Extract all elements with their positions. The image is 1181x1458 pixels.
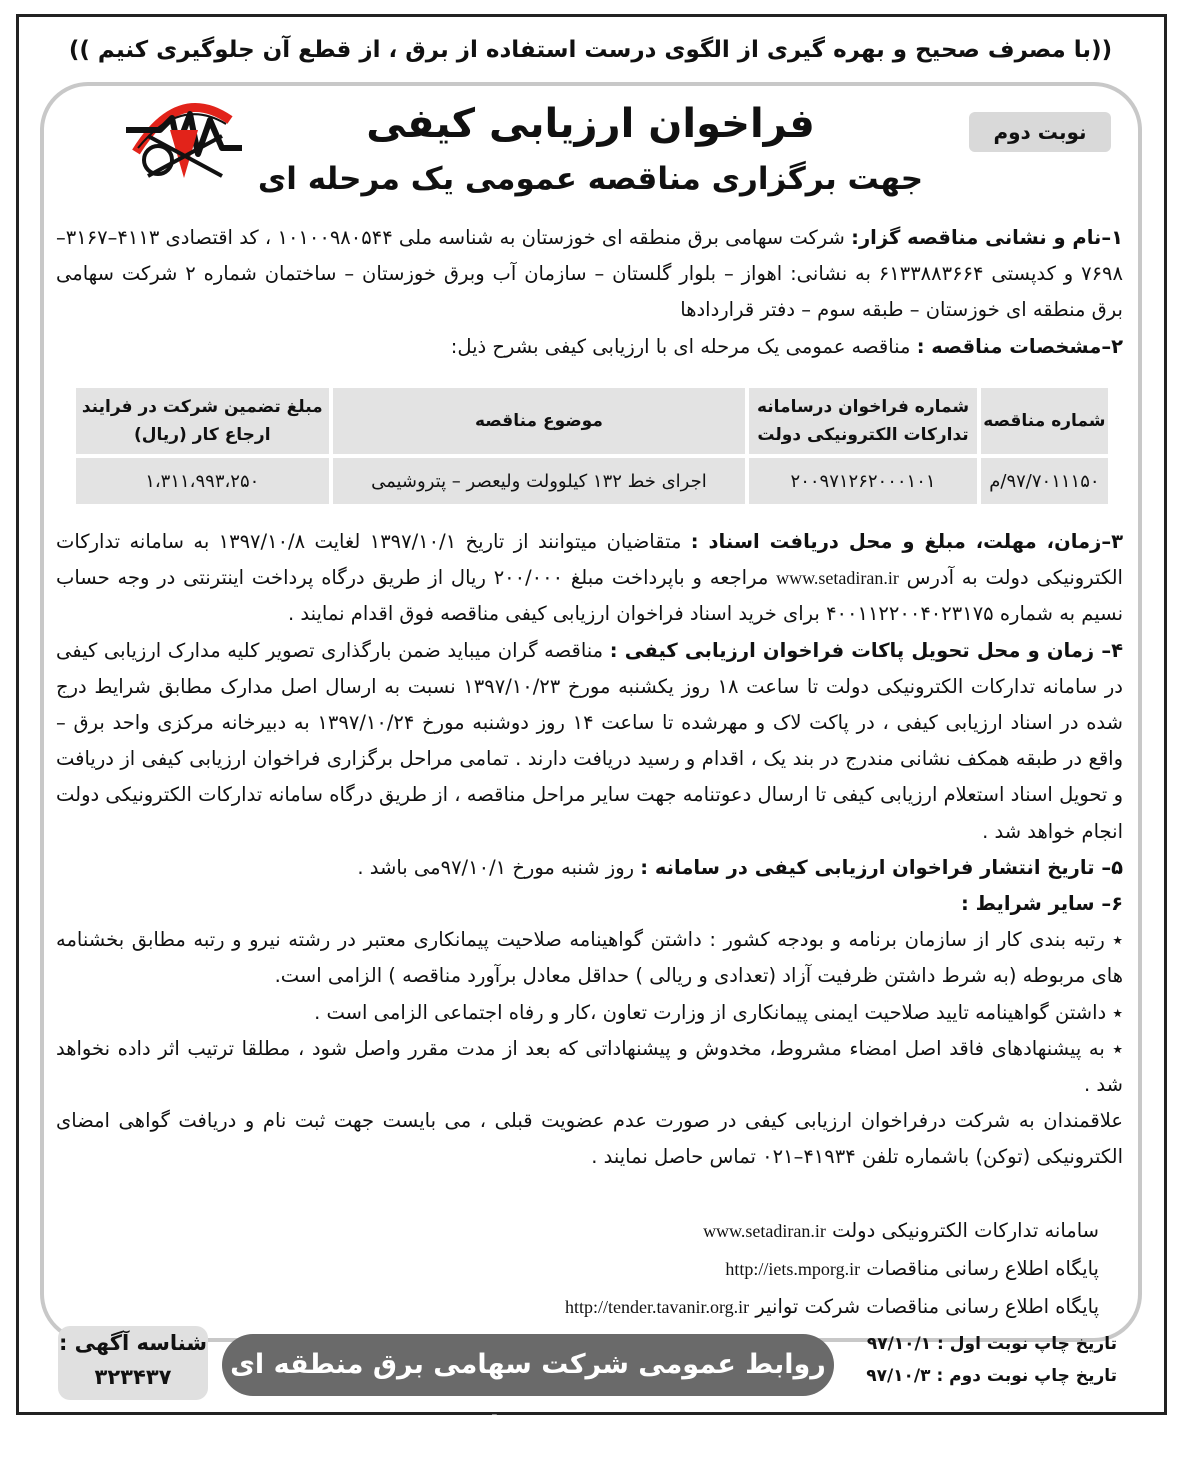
body-main: [56, 524, 1123, 1176]
link-url[interactable]: http://tender.tavanir.org.ir: [565, 1297, 750, 1317]
print-dates: [866, 1328, 1117, 1392]
section-3-heading: ۳–زمان، مهلت، مبلغ و محل دریافت اسناد :: [690, 530, 1124, 553]
section-5-heading: ۵– تاریخ انتشار فراخوان ارزیابی کیفی در سامانه :: [640, 855, 1123, 879]
registration-note: علاقمندان به شرکت درفراخوان ارزیابی کیفی در صورت عدم عضویت قبلی ، می بایست جهت ثبت نام و دریافت گواهی امضای الکترونیکی (توکن) باشماره تلفن ۴۱۹۳۴–۰۲۱ تماس حاصل نمایند .: [56, 1109, 1123, 1169]
condition-item: ٭ رتبه بندی کار از سازمان برنامه و بودجه کشور : داشتن گواهینامه صلاحیت پیمانکاری معتبر در رشته نیرو و رتبه مطابق بخشنامه های مربوطه (به شرط داشتن ظرفیت آزاد (تعدادی و ریالی ) حداقل معادل برآورد مناقصه ) الزامی است.: [56, 928, 1123, 988]
table-cell: ۱،۳۱۱،۹۹۳،۲۵۰: [76, 458, 329, 504]
section-1: [56, 220, 1123, 329]
setadiran-link[interactable]: www.setadiran.ir: [776, 568, 899, 589]
section-2-text: مناقصه عمومی یک مرحله ای با ارزیابی کیفی بشرح ذیل:: [450, 334, 917, 358]
ad-id-label: شناسه آگهی :: [58, 1331, 208, 1355]
table-header-row: [76, 388, 1108, 454]
condition-item: ٭ داشتن گواهینامه تایید صلاحیت ایمنی پیمانکاری از وزارت تعاون ،کار و رفاه اجتماعی الزامی است .: [314, 1000, 1123, 1024]
tavanir-logo-icon: [118, 90, 248, 185]
print-date-second: تاریخ چاپ نوبت دوم : ۹۷/۱۰/۳: [866, 1366, 1117, 1386]
section-4-heading: ۴– زمان و محل تحویل پاکات فراخوان ارزیابی کیفی :: [609, 638, 1123, 662]
section-6: [56, 886, 1123, 922]
tender-table: [72, 384, 1112, 508]
bullet-icon: ٭: [1104, 928, 1123, 952]
link-row: [565, 1212, 1099, 1250]
link-url[interactable]: www.setadiran.ir: [703, 1221, 826, 1241]
section-3-text-a: متقاضیان میتوانند از تاریخ ۱۳۹۷/۱۰/۱ لغایت ۱۳۹۷/۱۰/۸ به سامانه تدارکات الکترونیکی دولت به آدرس: [56, 530, 1123, 590]
page-subtitle: جهت برگزاری مناقصه عمومی یک مرحله ای: [257, 161, 924, 197]
table-header-cell: شماره مناقصه: [981, 388, 1108, 454]
table-header-cell: موضوع مناقصه: [333, 388, 746, 454]
print-date-first: تاریخ چاپ نوبت اول : ۹۷/۱۰/۱: [866, 1334, 1117, 1354]
section-1-text: شرکت سهامی برق منطقه ای خوزستان به شناسه ملی ۱۰۱۰۰۹۸۰۵۴۴ ، کد اقتصادی ۴۱۱۳–۳۱۶۷–۷۶۹۸ و کدپستی ۶۱۳۳۸۸۳۶۶۴ به نشانی: اهواز – بلوار گلستان – سازمان آب وبرق خوزستان – ساختمان شماره ۲ شرکت سهامی برق منطقه ای خوزستان – طبقه سوم – دفتر قراردادها: [56, 226, 1123, 322]
link-label: سامانه تدارکات الکترونیکی دولت: [832, 1219, 1099, 1242]
body-top: [56, 220, 1123, 365]
link-label: پایگاه اطلاع رسانی مناقصات شرکت توانیر: [755, 1295, 1099, 1318]
section-3-text-b: مراجعه و باپرداخت مبلغ ۲۰۰/۰۰۰ ریال از طریق درگاه پرداخت اینترنتی در وجه حساب نسیم به شماره ۴۰۰۱۱۲۲۰۰۴۰۲۳۱۷۵ برای خرید اسناد فراخوان ارزیابی کیفی مناقصه فوق اقدام نمایند .: [56, 566, 1123, 626]
table-row: [76, 458, 1108, 504]
table-header-cell: مبلغ تضمین شرکت در فرایند ارجاع کار (ریال): [76, 388, 329, 454]
link-label: پایگاه اطلاع رسانی مناقصات: [866, 1257, 1099, 1280]
motto: ((با مصرف صحیح و بهره گیری از الگوی درست استفاده از برق ، از قطع آن جلوگیری کنیم )): [68, 37, 1113, 63]
section-4: [56, 633, 1123, 850]
table-header-cell: شماره فراخوان درسامانه تدارکات الکترونیکی دولت: [749, 388, 976, 454]
section-4-text: مناقصه گران میباید ضمن بارگذاری تصویر کلیه مدارک ارزیابی کیفی در سامانه تدارکات الکترونیکی دولت تا ساعت ۱۸ روز یکشنبه مورخ ۱۳۹۷/۱۰/۲۳ نسبت به ارسال اصل مدارک مطابق شرایط درج شده در اسناد ارزیابی کیفی ، در پاکت لاک و مهرشده تا ساعت ۱۴ روز دوشنبه مورخ ۱۳۹۷/۱۰/۲۴ به دبیرخانه مرکزی واحد برق – واقع در طبقه همکف نشانی مندرج در بند یک ، اقدام و رسید دریافت دارند . تمامی مراحل برگزاری فراخوان ارزیابی کیفی از دریافت و تحویل اسناد استعلام ارزیابی کیفی تا ارسال دعوتنامه جهت سایر مراحل مناقصه ، از طریق درگاه سامانه تدارکات الکترونیکی دولت انجام خواهد شد .: [56, 638, 1124, 843]
link-row: [565, 1250, 1099, 1288]
page-title: فراخوان ارزیابی کیفی: [366, 101, 815, 147]
ad-id-box: [58, 1326, 208, 1400]
bullet-icon: ٭: [1106, 1000, 1123, 1024]
table-cell: ۲۰۰۹۷۱۲۶۲۰۰۰۱۰۱: [749, 458, 976, 504]
bullet-icon: ٭: [1104, 1036, 1124, 1060]
section-1-heading: ۱–نام و نشانی مناقصه گزار:: [851, 226, 1124, 249]
link-url[interactable]: http://iets.mporg.ir: [725, 1259, 861, 1279]
section-5: [56, 850, 1123, 886]
public-relations-banner: روابط عمومی شرکت سهامی برق منطقه ای خوزستان: [222, 1334, 834, 1396]
ad-id-value: ۳۲۳۴۳۷: [94, 1365, 172, 1389]
table-cell: اجرای خط ۱۳۲ کیلوولت ولیعصر – پتروشیمی: [333, 458, 746, 504]
section-2-heading: ۲–مشخصات مناقصه :: [916, 334, 1123, 358]
section-2: [56, 329, 1123, 365]
section-3: [56, 524, 1123, 633]
section-5-text: روز شنبه مورخ ۹۷/۱۰/۱می باشد .: [357, 855, 641, 879]
reference-links: [565, 1212, 1099, 1326]
edition-badge: نوبت دوم: [969, 112, 1111, 152]
section-6-heading: ۶– سایر شرایط :: [961, 892, 1123, 916]
condition-item: ٭ به پیشنهادهای فاقد اصل امضاء مشروط، مخدوش و پیشنهاداتی که بعد از مدت مقرر واصل شود ، مطلقا ترتیب اثر داده نخواهد شد .: [56, 1036, 1124, 1097]
table-cell: ۹۷/۷۰۱۱۱۵۰/م: [981, 458, 1108, 504]
link-row: [565, 1288, 1099, 1326]
